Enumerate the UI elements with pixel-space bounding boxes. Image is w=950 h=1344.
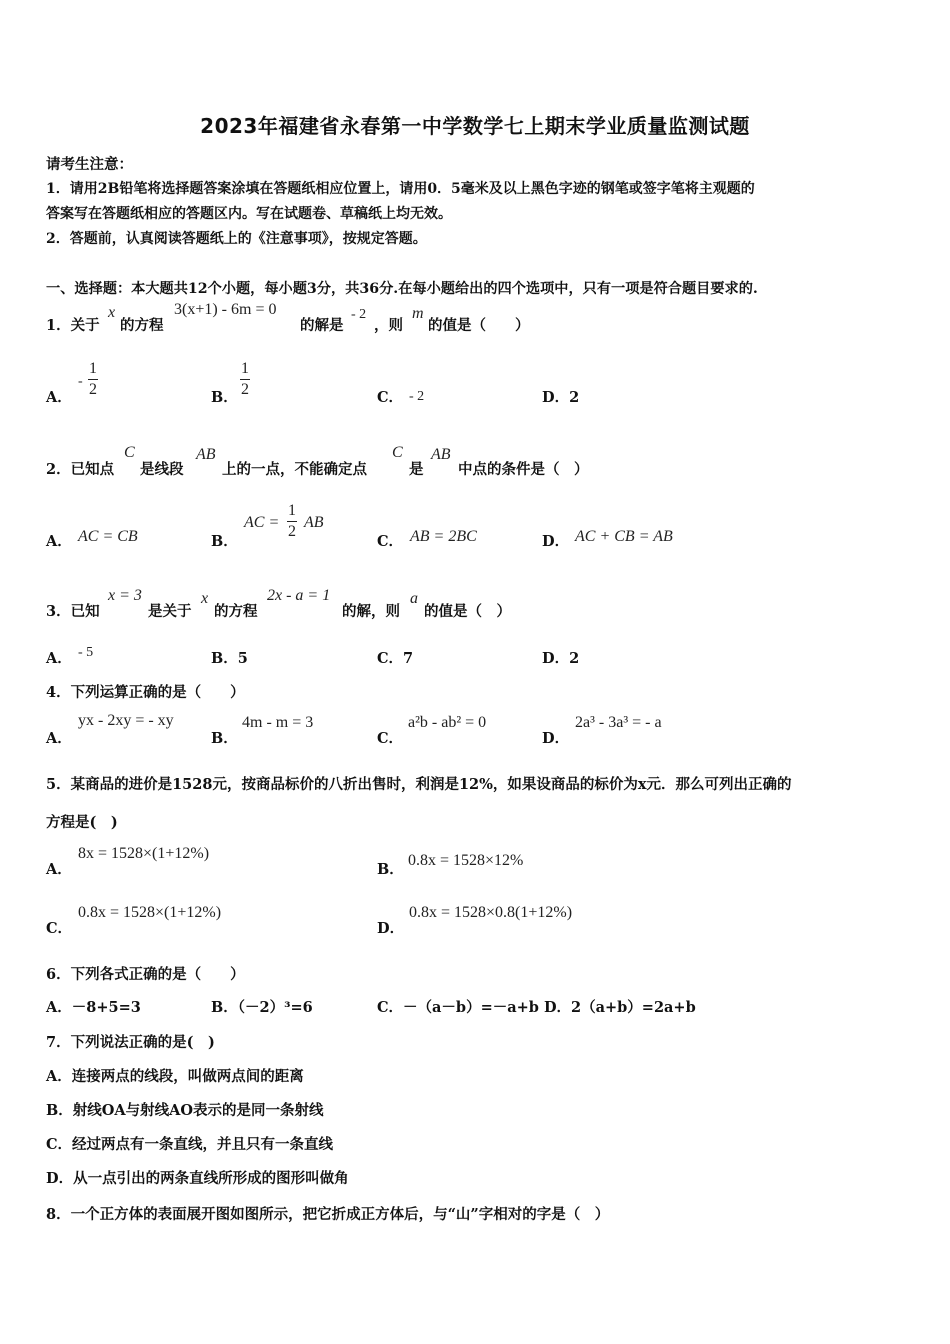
page-title: 2023年福建省永春第一中学数学七上期末学业质量监测试题 bbox=[200, 114, 750, 138]
notice-heading: 请考生注意： bbox=[46, 156, 133, 173]
notice-line-3: 2．答题前，认真阅读答题纸上的《注意事项》，按规定答题。 bbox=[46, 231, 427, 247]
notice-line-2: 答案写在答题纸相应的答题区内。写在试题卷、草稿纸上均无效。 bbox=[46, 206, 452, 222]
exam-page: 2023年福建省永春第一中学数学七上期末学业质量监测试题 请考生注意： 1．请用2B铅笔将选择题答案涂填在答题纸相应位置上，请用0．5毫米及以上黑色字迹的钢笔或签字笔将主观题的 答案写在答题纸相应的答题区内。写在试题卷、草稿纸上均无效。 2．答题前，认真阅读答题纸上的《注意事项》，按规定答题。 一、选择题：本大题共12个小题，每小题3分，共36分.在每小题给出的四个选项中，只有一项是符合题目要求的. 1．关于 x 的方程 3(x+1) - 6m = 0 的解是 - 2 ，则 m 的值是（ ） A． - 1 2 B． 1 2 C． - 2 D．2 2．已知点 C 是线段 AB 上的一点，不能确定点 C 是 AB 中点的条件是（ ） A． AC = CB B． AC = 1 2 AB C． AB = 2BC D． AC + CB = AB 3．已知 x = 3 是关于 x 的方程 2x - a = 1 的解，则 a 的值是（ ） A． - 5 B．5 C．7 D．2 4．下列运算正确的是（ ） A． yx - 2xy = - xy B． 4m - m = 3 C． a²b - ab² = 0 D． 2a³ - 3a³ = - a 5．某商品的进价是1528元，按商品标价的八折出售时，利润是12%，如果设商品的标价为x元．那么可列出正确的 方程是( ) A． 8x = 1528×(1+12%) B． 0.8x = 1528×12% C． 0.8x = 1528×(1+12%) D． 0.8x = 1528×0.8(1+12%) 6．下列各式正确的是（ ） A．－8+5=3 B．（－2）³=6 C．－（a－b）=－a+b D．2（a+b）=2a+b 7．下列说法正确的是( ) A．连接两点的线段，叫做两点间的距离 B．射线OA与射线AO表示的是同一条射线 C．经过两点有一条直线，并且只有一条直线 D．从一点引出的两条直线所形成的图形叫做角 8．一个正方体的表面展开图如图所示，把它折成正方体后，与“山”字相对的字是（ ） bbox=[0, 0, 950, 1344]
section-heading: 一、选择题：本大题共12个小题，每小题3分，共36分.在每小题给出的四个选项中，只有一项是符合题目要求的. bbox=[46, 281, 758, 297]
q1-option-b-fraction: 1 2 bbox=[241, 360, 249, 398]
q2-option-b-fraction: 1 2 bbox=[288, 502, 296, 540]
q1-option-a-fraction: 1 2 bbox=[89, 360, 97, 398]
q1-equation: 3(x+1) - 6m = 0 bbox=[174, 301, 277, 318]
notice-line-1: 1．请用2B铅笔将选择题答案涂填在答题纸相应位置上，请用0．5毫米及以上黑色字迹的钢笔或签字笔将主观题的 bbox=[46, 181, 755, 197]
